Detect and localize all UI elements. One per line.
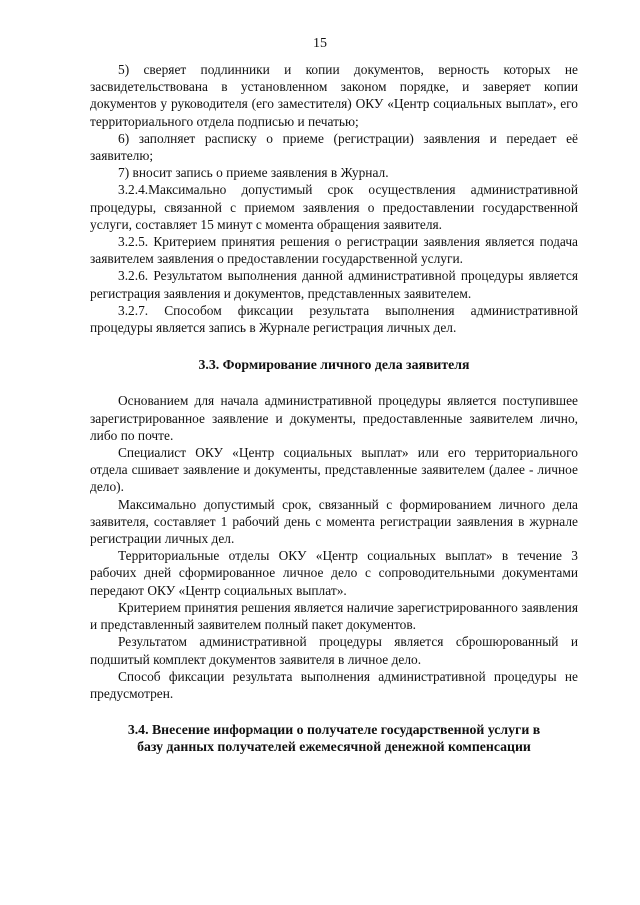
section-3-2-continuation: [90, 61, 578, 336]
paragraph-3-2-7: 3.2.7. Способом фиксации результата выполнения административной процедуры является запись в Журнале регистрация личных дел.: [90, 302, 578, 336]
paragraph-criterion: Критерием принятия решения является наличие зарегистрированного заявления и представленный заявителем полный пакет документов.: [90, 599, 578, 633]
paragraph-max-term: Максимально допустимый срок, связанный с формированием личного дела заявителя, составляет 1 рабочий день с момента регистрации заявления в журнале регистрации личных дел.: [90, 496, 578, 547]
paragraph-result: Результатом административной процедуры является сброшюрованный и подшитый комплект документов заявителя в личное дело.: [90, 634, 578, 667]
paragraph-specialist: Специалист ОКУ «Центр социальных выплат» или его территориального отдела сшивает заявление и документы, представленные заявителем (далее - личное дело).: [90, 445, 578, 495]
paragraph-item-5: 5) сверяет подлинники и копии документов, верность которых не засвидетельствована в установленном законом порядке, и заверяет копии документов у руководителя (его заместителя) ОКУ «Центр социальных выплат», его территориального отдела подписью и печатью;: [90, 62, 578, 129]
paragraph-item-6: 6) заполняет расписку о приеме (регистрации) заявления и передает её заявителю;: [90, 130, 578, 164]
section-3-3: [90, 392, 578, 702]
paragraph-territorial-offices: Территориальные отделы ОКУ «Центр социальных выплат» в течение 3 рабочих дней сформированное личное дело с сопроводительными документами передают ОКУ «Центр социальных выплат».: [90, 548, 578, 598]
paragraph-3-2-5: 3.2.5. Критерием принятия решения о регистрации заявления является подача заявителем заявления о предоставлении государственной услуги.: [90, 234, 578, 267]
document-body: [90, 61, 578, 756]
section-3-4-heading-line2: базу данных получателей ежемесячной денежной компенсации: [137, 739, 531, 755]
section-3-4-heading-line1: 3.4. Внесение информации о получателе государственной услуги в: [127, 722, 541, 738]
paragraph-item-7: 7) вносит запись о приеме заявления в Журнал.: [118, 165, 389, 181]
page-number: 15: [313, 36, 327, 51]
paragraph-basis: Основанием для начала административной процедуры является поступившее зарегистрированное заявление и документы, предоставленные заявителем лично, либо по почте.: [90, 393, 578, 443]
section-3-3-heading: 3.3. Формирование личного дела заявителя: [198, 357, 470, 373]
paragraph-fixation: Способ фиксации результата выполнения административной процедуры не предусмотрен.: [90, 668, 578, 701]
paragraph-3-2-4: 3.2.4.Максимально допустимый срок осуществления административной процедуры, связанной с приемом заявления о предоставлении государственной услуги, составляет 15 минут с момента обращения заявителя.: [90, 182, 578, 232]
section-3-4-heading: [90, 721, 578, 755]
paragraph-3-2-6: 3.2.6. Результатом выполнения данной административной процедуры является регистрация заявления и документов, представленных заявителем.: [90, 268, 578, 301]
